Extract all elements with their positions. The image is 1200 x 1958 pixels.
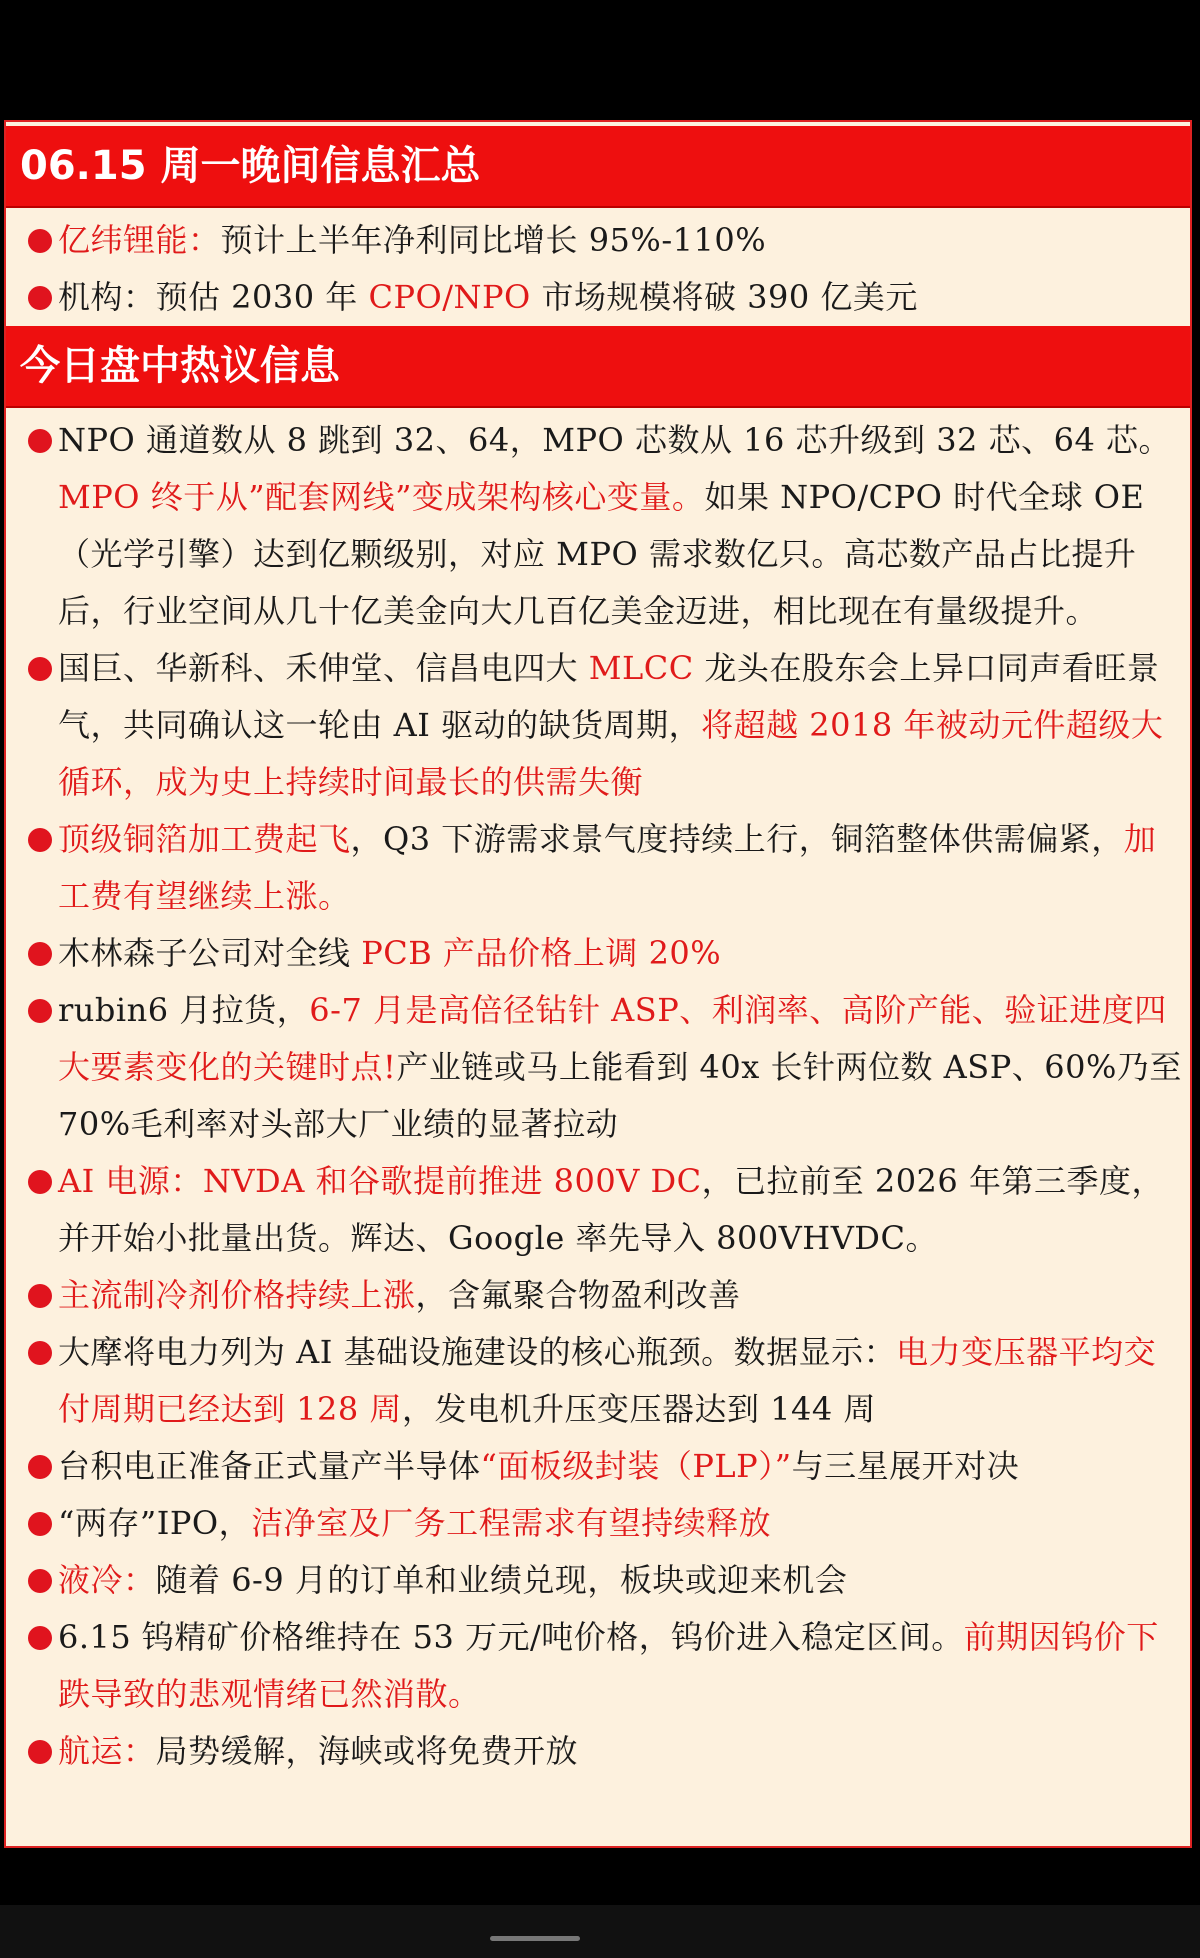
bullet-dot-icon xyxy=(28,657,52,681)
evening-summary-list xyxy=(6,208,1190,326)
highlight-text: 电力变压器平均交付周期已经达到 128 周 xyxy=(58,1333,1157,1428)
bullet-dot-icon xyxy=(28,1512,52,1536)
highlight-text: 主流制冷剂价格持续上涨 xyxy=(58,1276,416,1314)
list-item xyxy=(28,811,1182,925)
highlight-text: 液冷： xyxy=(58,1561,156,1599)
list-item xyxy=(28,1552,1182,1609)
highlight-text: CPO/NPO xyxy=(368,278,531,316)
list-item xyxy=(28,412,1182,640)
list-item xyxy=(28,925,1182,982)
bullet-dot-icon xyxy=(28,1341,52,1365)
highlight-text: AI 电源：NVDA 和谷歌提前推进 800V DC xyxy=(58,1162,702,1200)
highlight-text: 航运： xyxy=(58,1732,156,1770)
list-item xyxy=(28,1267,1182,1324)
item-text: 与三星展开对决 xyxy=(791,1447,1020,1485)
bullet-dot-icon xyxy=(28,1569,52,1593)
bullet-dot-icon xyxy=(28,1284,52,1308)
item-text: 大摩将电力列为 AI 基础设施建设的核心瓶颈。数据显示： xyxy=(58,1333,897,1371)
item-text: 国巨、华新科、禾伸堂、信昌电四大 xyxy=(58,649,589,687)
highlight-text: MPO 终于从”配套网线”变成架构核心变量。 xyxy=(58,478,705,516)
item-text: 市场规模将破 390 亿美元 xyxy=(530,278,918,316)
item-text: 机构：预估 2030 年 xyxy=(58,278,369,316)
list-item xyxy=(28,1324,1182,1438)
news-summary-card xyxy=(4,120,1192,1848)
item-text: ，含氟聚合物盈利改善 xyxy=(415,1276,741,1314)
highlight-text: 6-7 月是高倍径钻针 ASP、利润率、高阶产能、验证进度四大要素变化的关键时点! xyxy=(58,991,1167,1086)
highlight-text: 顶级铜箔加工费起飞 xyxy=(58,820,351,858)
bullet-dot-icon xyxy=(28,1626,52,1650)
highlight-text: “面板级封装（PLP）” xyxy=(480,1447,792,1485)
item-text: 产业链或马上能看到 40x 长针两位数 ASP、60%乃至 70%毛利率对头部大厂业绩的显著拉动 xyxy=(58,1048,1182,1143)
list-item xyxy=(28,1153,1182,1267)
item-text: rubin6 月拉货， xyxy=(58,991,310,1029)
bullet-dot-icon xyxy=(28,1455,52,1479)
item-text: “两存”IPO， xyxy=(58,1504,252,1542)
item-text: 龙头在股东会上异口同声看旺景气，共同确认这一轮由 AI 驱动的缺货周期， xyxy=(58,649,1160,744)
highlight-text: 将超越 2018 年被动元件超级大循环，成为史上持续时间最长的供需失衡 xyxy=(58,706,1164,801)
list-item xyxy=(28,1438,1182,1495)
bullet-dot-icon xyxy=(28,1170,52,1194)
highlight-text: 加工费有望继续上涨。 xyxy=(58,820,1157,915)
item-text: ，Q3 下游需求景气度持续上行，铜箔整体供需偏紧， xyxy=(350,820,1124,858)
item-text: 台积电正准备正式量产半导体 xyxy=(58,1447,481,1485)
highlight-text: 前期因钨价下跌导致的悲观情绪已然消散。 xyxy=(58,1618,1159,1713)
item-text: 6.15 钨精矿价格维持在 53 万元/吨价格，钨价进入稳定区间。 xyxy=(58,1618,964,1656)
highlight-text: 亿纬锂能： xyxy=(58,221,221,259)
bullet-dot-icon xyxy=(28,286,52,310)
highlight-text: PCB 产品价格上调 20% xyxy=(361,934,722,972)
highlight-text: MLCC xyxy=(588,649,694,687)
item-text: 木林森子公司对全线 xyxy=(58,934,362,972)
home-indicator[interactable] xyxy=(490,1936,580,1941)
list-item xyxy=(28,640,1182,811)
bullet-dot-icon xyxy=(28,229,52,253)
item-text: ，已拉前至 2026 年第三季度，并开始小批量出货。辉达、Google 率先导入 800VHVDC。 xyxy=(58,1162,1164,1257)
list-item xyxy=(28,1495,1182,1552)
intraday-hot-topics-title: 今日盘中热议信息 xyxy=(6,326,1190,408)
list-item xyxy=(28,1723,1182,1780)
evening-summary-title: 06.15 周一晚间信息汇总 xyxy=(6,126,1190,208)
bullet-dot-icon xyxy=(28,942,52,966)
bullet-dot-icon xyxy=(28,429,52,453)
item-text: NPO 通道数从 8 跳到 32、64，MPO 芯数从 16 芯升级到 32 芯、64 芯。 xyxy=(58,421,1171,459)
list-item xyxy=(28,982,1182,1153)
item-text: 局势缓解，海峡或将免费开放 xyxy=(155,1732,579,1770)
item-text: ，发电机升压变压器达到 144 周 xyxy=(401,1390,876,1428)
list-item xyxy=(28,269,1182,326)
bullet-dot-icon xyxy=(28,828,52,852)
intraday-hot-topics-list xyxy=(6,408,1190,1780)
item-text: 随着 6-9 月的订单和业绩兑现，板块或迎来机会 xyxy=(155,1561,848,1599)
bullet-dot-icon xyxy=(28,1740,52,1764)
bottom-navigation-bar xyxy=(0,1905,1200,1958)
bullet-dot-icon xyxy=(28,999,52,1023)
highlight-text: 洁净室及厂务工程需求有望持续释放 xyxy=(251,1504,772,1542)
list-item xyxy=(28,1609,1182,1723)
item-text: 如果 NPO/CPO 时代全球 OE（光学引擎）达到亿颗级别，对应 MPO 需求数亿只。高芯数产品占比提升后，行业空间从几十亿美金向大几百亿美金迈进，相比现在有量级提升。 xyxy=(58,478,1145,630)
item-text: 预计上半年净利同比增长 95%-110% xyxy=(220,221,767,259)
list-item xyxy=(28,212,1182,269)
